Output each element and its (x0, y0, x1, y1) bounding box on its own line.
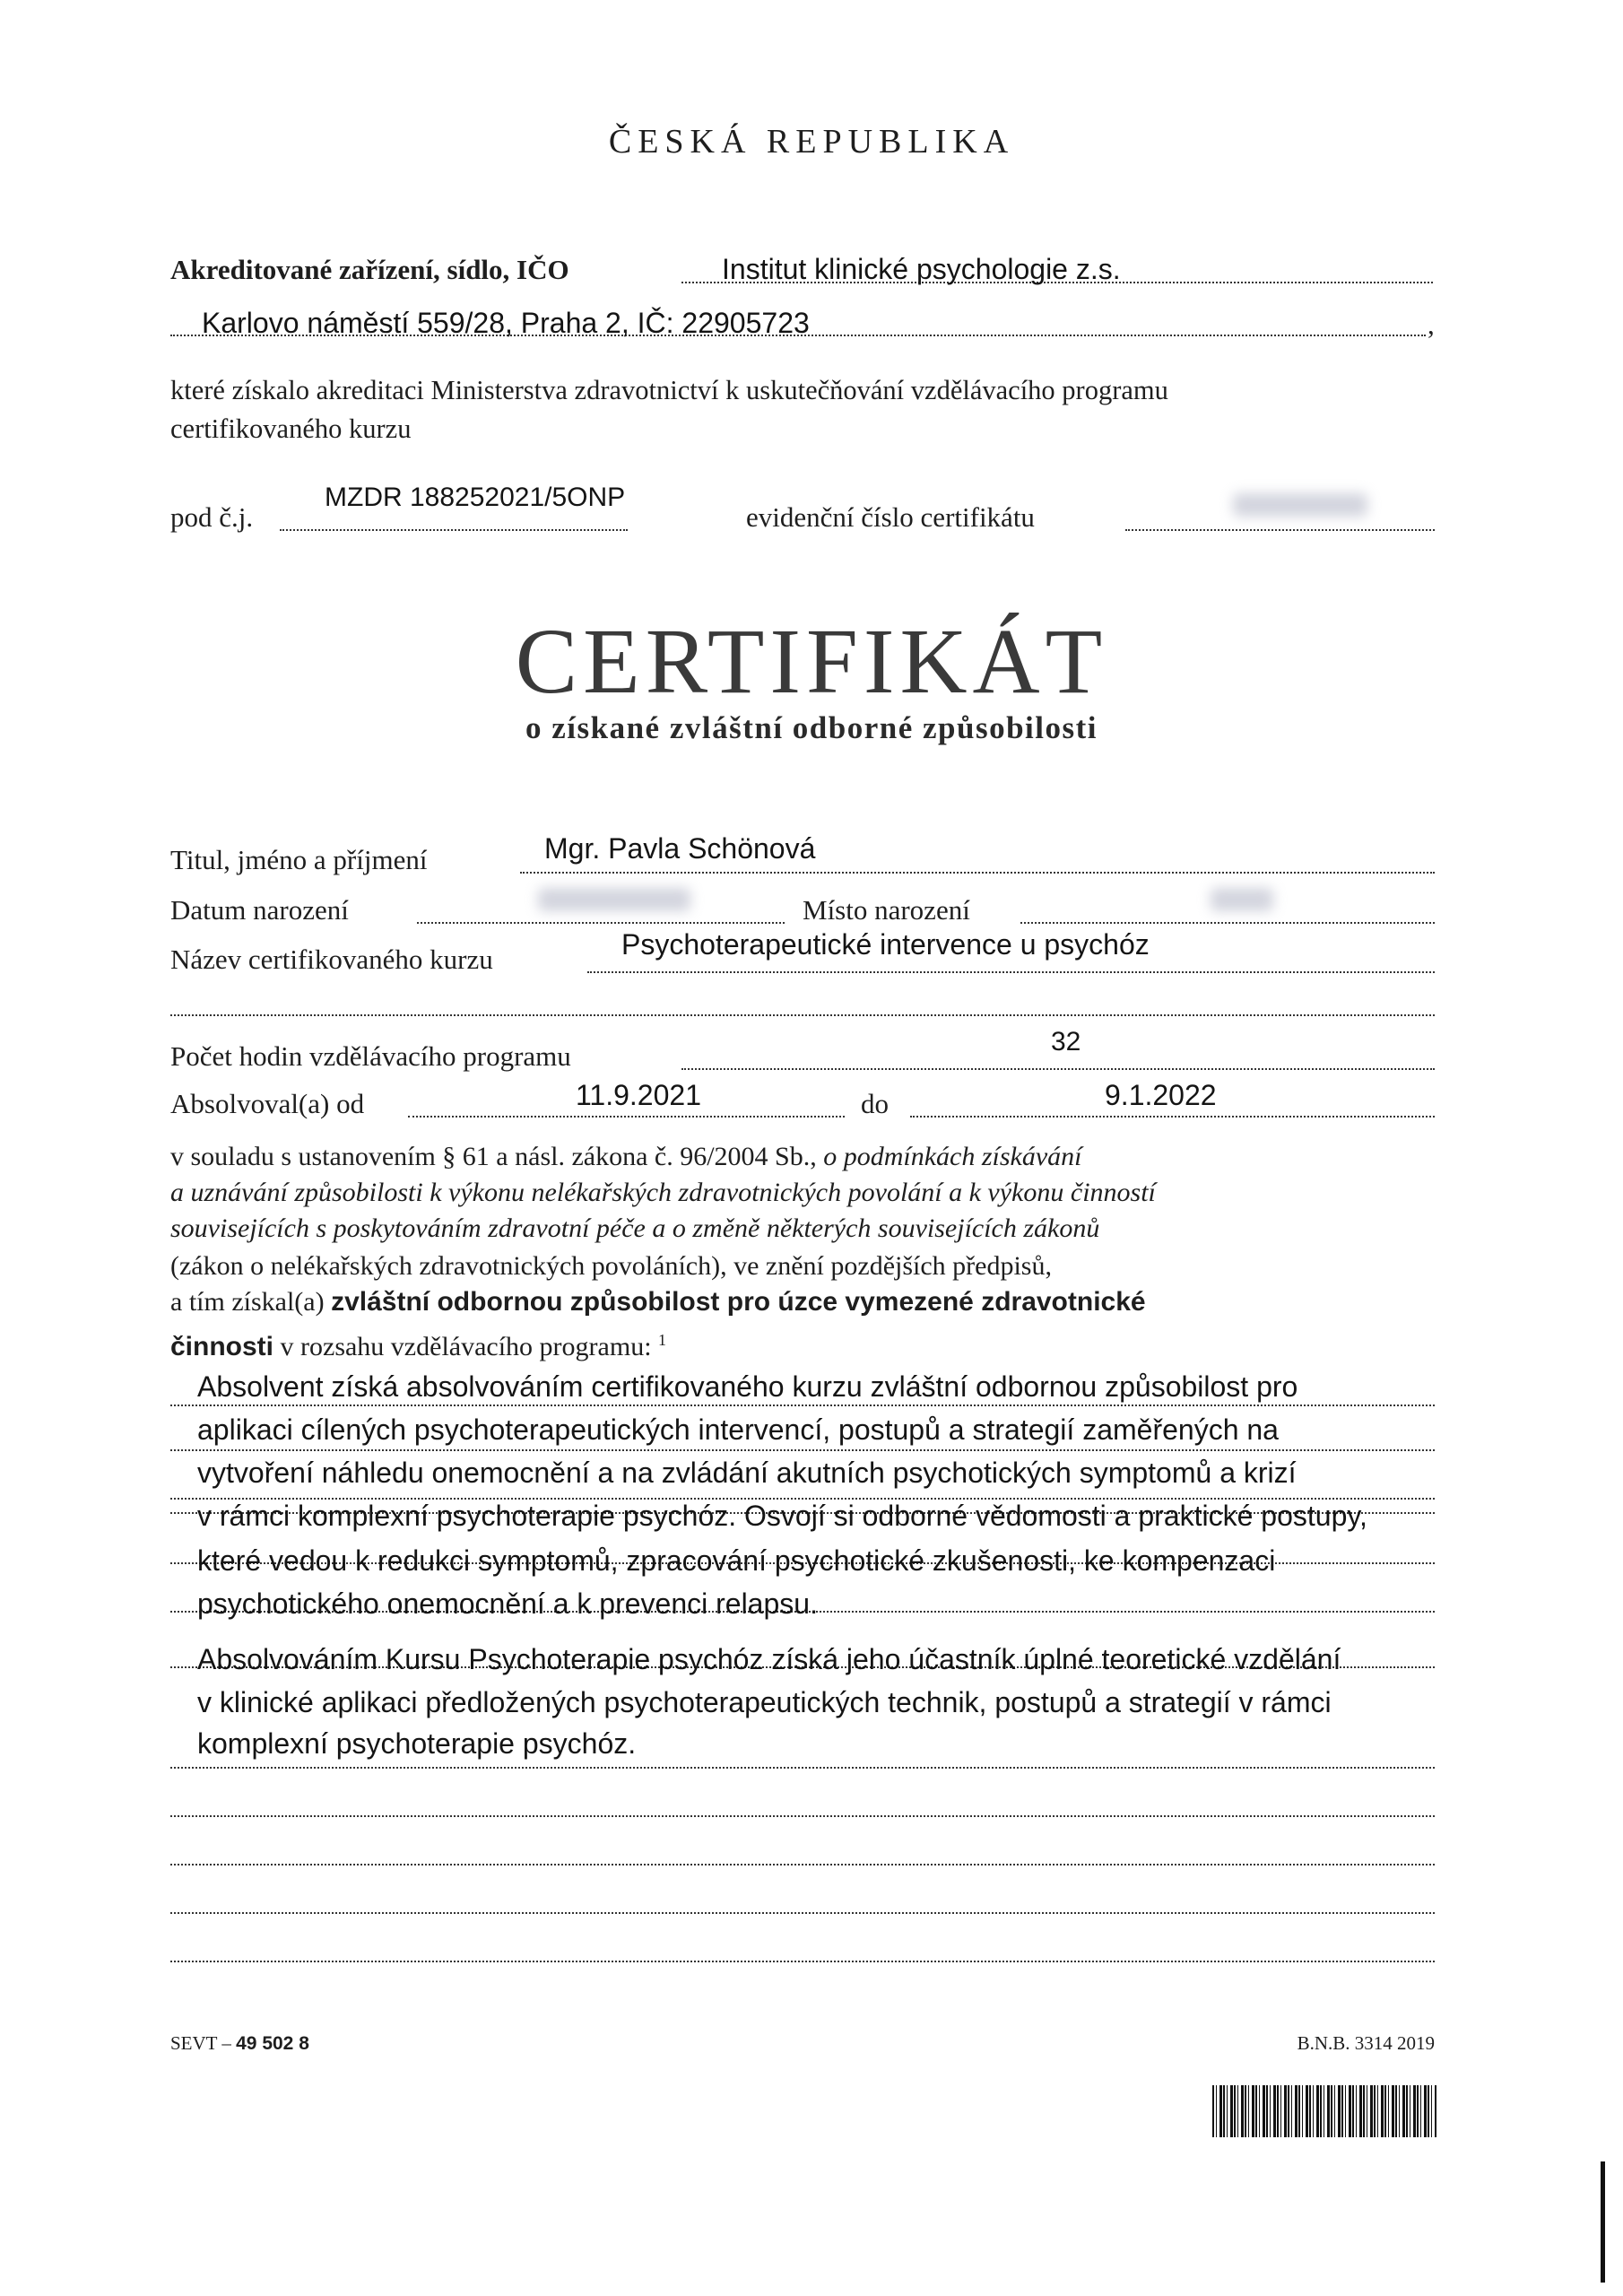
legal-line-4: (zákon o nelékařských zdravotnických povoláních), ve znění pozdějších předpisů, (170, 1251, 1052, 1281)
empty-dotted-line-3 (170, 1815, 1435, 1817)
description-line-2: aplikaci cílených psychoterapeutických intervencí, postupů a strategií zaměřených na (197, 1413, 1279, 1446)
legal-line-1-italic: o podmínkách získávání (823, 1142, 1082, 1171)
description-line-9: komplexní psychoterapie psychóz. (197, 1727, 637, 1760)
facility-address: Karlovo náměstí 559/28, Praha 2, IČ: 22905723 (202, 307, 810, 339)
legal-line-3: souvisejících s poskytováním zdravotní péče a o změně některých souvisejících zákonů (170, 1213, 1100, 1243)
legal-line-6-bold: činnosti (170, 1332, 274, 1361)
desc-row-line-2 (170, 1449, 1435, 1451)
barcode (1212, 2085, 1436, 2137)
birth-place-redacted (1211, 888, 1273, 911)
form-code (170, 2032, 309, 2055)
accreditation-line-1: které získalo akreditaci Ministerstva zdravotnictví k uskutečňování vzdělávacího programu (170, 375, 1168, 405)
accreditation-line-2: certifikovaného kurzu (170, 413, 412, 444)
description-line-4: v rámci komplexní psychoterapie psychóz. Osvojí si odborné vědomosti a praktické postupy, (197, 1500, 1367, 1532)
form-code-prefix: SEVT – (170, 2032, 231, 2054)
facility-label: Akreditované zařízení, sídlo, IČO (170, 254, 569, 285)
birth-date-redacted (538, 888, 690, 911)
date-from-dotted-line (408, 1116, 845, 1118)
legal-line-2: a uznávání způsobilosti k výkonu nelékařských zdravotnických povolání a k výkonu činností (170, 1178, 1156, 1207)
empty-dotted-line-1 (170, 1014, 1435, 1016)
course-name: Psychoterapeutické intervence u psychóz (621, 928, 1150, 961)
certificate-number-label: evidenční číslo certifikátu (746, 501, 1035, 533)
address-trailing-comma: , (1428, 309, 1435, 340)
description-line-3: vytvoření náhledu onemocnění a na zvládání akutních psychotických symptomů a krizí (197, 1457, 1297, 1489)
legal-line-5-bold: zvláštní odbornou způsobilost pro úzce vymezené zdravotnické (331, 1287, 1146, 1317)
scan-edge-mark (1601, 2161, 1605, 2283)
to-label: do (861, 1088, 889, 1119)
legal-line-6-suffix: v rozsahu vzdělávacího programu: (280, 1332, 652, 1361)
course-dotted-line (587, 971, 1435, 973)
birth-place-label: Místo narození (803, 894, 970, 926)
hours-value: 32 (1051, 1027, 1081, 1057)
footnote-mark: 1 (658, 1331, 667, 1349)
birth-date-dotted-line (417, 922, 785, 924)
empty-dotted-line-6 (170, 1961, 1435, 1962)
empty-dotted-line-5 (170, 1912, 1435, 1914)
certificate-subtitle: o získané zvláštní odborné způsobilosti (525, 710, 1098, 745)
country-heading: ČESKÁ REPUBLIKA (608, 123, 1015, 161)
legal-line-1 (170, 1139, 1435, 1176)
empty-dotted-line-4 (170, 1864, 1435, 1866)
desc-row-line-1 (170, 1405, 1435, 1406)
name-label: Titul, jméno a příjmení (170, 844, 428, 875)
print-code: B.N.B. 3314 2019 (1297, 2032, 1435, 2054)
reference-label: pod č.j. (170, 501, 254, 533)
course-label: Název certifikovaného kurzu (170, 944, 493, 975)
form-code-number: 49 502 8 (236, 2033, 309, 2054)
facility-name: Institut klinické psychologie z.s. (722, 253, 1121, 285)
hours-label: Počet hodin vzdělávacího programu (170, 1040, 571, 1072)
empty-dotted-line-2 (170, 1767, 1435, 1769)
description-line-6: psychotického onemocnění a k prevenci relapsu. (197, 1587, 818, 1620)
legal-line-1-prefix: v souladu s ustanovením § 61 a násl. zákona č. 96/2004 Sb., (170, 1142, 817, 1171)
date-to: 9.1.2022 (1105, 1079, 1217, 1111)
name-dotted-line (520, 872, 1435, 874)
description-line-8: v klinické aplikaci předložených psychoterapeutických technik, postupů a strategií v rámci (197, 1686, 1332, 1718)
description-line-1: Absolvent získá absolvováním certifikovaného kurzu zvláštní odbornou způsobilost pro (197, 1370, 1298, 1403)
description-line-5: které vedou k redukci symptomů, zpracování psychotické zkušenosti, ke kompenzaci (197, 1544, 1276, 1577)
date-from: 11.9.2021 (576, 1079, 701, 1111)
legal-line-5 (170, 1284, 1435, 1321)
certificate-number-dotted-line (1125, 529, 1435, 531)
certificate-title: CERTIFIKÁT (515, 610, 1108, 713)
reference-dotted-line (280, 529, 628, 531)
birth-place-dotted-line (1020, 922, 1435, 924)
person-name: Mgr. Pavla Schönová (544, 832, 816, 865)
date-to-dotted-line (910, 1116, 1435, 1118)
legal-line-6 (170, 1322, 1435, 1366)
legal-line-5-prefix: a tím získal(a) (170, 1287, 325, 1317)
birth-date-label: Datum narození (170, 894, 349, 926)
completed-label: Absolvoval(a) od (170, 1088, 365, 1119)
description-line-7: Absolvováním Kursu Psychoterapie psychóz získá jeho účastník úplné teoretické vzdělání (197, 1643, 1341, 1675)
certificate-number-redacted (1233, 493, 1367, 517)
hours-dotted-line (681, 1068, 1435, 1070)
reference-number: MZDR 188252021/5ONP (325, 483, 626, 512)
